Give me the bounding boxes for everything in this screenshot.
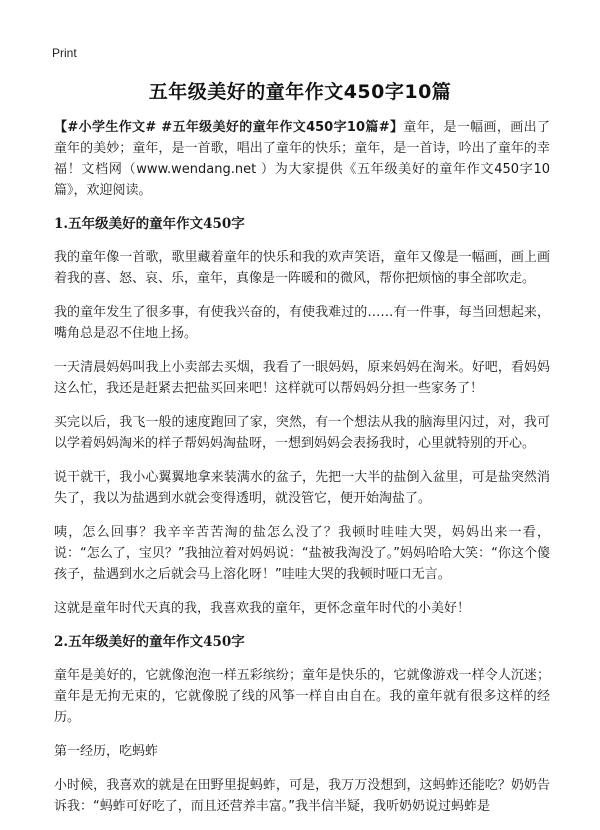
page-title: 五年级美好的童年作文450字10篇 [148, 81, 452, 103]
intro-paragraph [54, 117, 550, 201]
paragraph: 我的童年发生了很多事，有使我兴奋的，有使我难过的……有一件事，每当回想起来，嘴角总是忍不住地上扬。 [54, 305, 550, 341]
paragraph: 一天清晨妈妈叫我上小卖部去买烟，我看了一眼妈妈，原来妈妈在淘米。好吧，看妈妈这么忙，我还是赶紧去把盐买回来吧！这样就可以帮妈妈分担一些家务了！ [54, 360, 550, 396]
section-heading: 1.五年级美好的童年作文450字 [54, 216, 245, 232]
article-body [54, 117, 550, 830]
paragraph: 买完以后，我飞一般的速度跑回了家，突然，有一个想法从我的脑海里闪过，对，我可以学着妈妈淘米的样子帮妈妈淘盐呀，一想到妈妈会表扬我时，心里就特别的开心。 [54, 415, 550, 451]
paragraph: 这就是童年时代天真的我，我喜欢我的童年，更怀念童年时代的小美好！ [54, 601, 471, 616]
print-label[interactable]: Print [52, 46, 77, 60]
subheading-paragraph: 第一经历，吃蚂蚱 [54, 744, 159, 759]
paragraph: 说干就干，我小心翼翼地拿来装满水的盆子，先把一大半的盐倒入盆里，可是盐突然消失了，我以为盐遇到水就会变得透明，就没管它，便开始淘盐了。 [54, 470, 550, 506]
intro-text: 童年，是一幅画，画出了童年的美妙；童年，是一首歌，唱出了童年的快乐；童年，是一首诗，吟出了童年的幸福！文档网（www.wendang.net ）为大家提供《五年级美好的童年作文450字10篇》，欢迎阅读。 [54, 120, 550, 198]
paragraph: 我的童年像一首歌，歌里藏着童年的快乐和我的欢声笑语，童年又像是一幅画，画上画着我的喜、怒、哀、乐，童年，真像是一阵暖和的微风，帮你把烦恼的事全部吹走。 [54, 250, 550, 286]
paragraph: 小时候，我喜欢的就是在田野里捉蚂蚱，可是，我万万没想到，这蚂蚱还能吃？奶奶告诉我：“蚂蚱可好吃了，而且还营养丰富。”我半信半疑，我听奶奶说过蚂蚱是 [54, 778, 550, 814]
intro-tag: 【#小学生作文# #五年级美好的童年作文450字10篇#】 [54, 120, 404, 135]
paragraph: 童年是美好的，它就像泡泡一样五彩缤纷；童年是快乐的，它就像游戏一样令人沉迷；童年是无拘无束的，它就像脱了线的风筝一样自由自在。我的童年就有很多这样的经历。 [54, 668, 550, 725]
paragraph: 咦，怎么回事？我辛辛苦苦淘的盐怎么没了？我顿时哇哇大哭，妈妈出来一看，说：“怎么了，宝贝？”我抽泣着对妈妈说：“盐被我淘没了。”妈妈哈哈大笑：“你这个傻孩子，盐遇到水之后就会马上溶化呀！”哇哇大哭的我顿时哑口无言。 [54, 525, 550, 582]
section-heading: 2.五年级美好的童年作文450字 [54, 634, 245, 650]
